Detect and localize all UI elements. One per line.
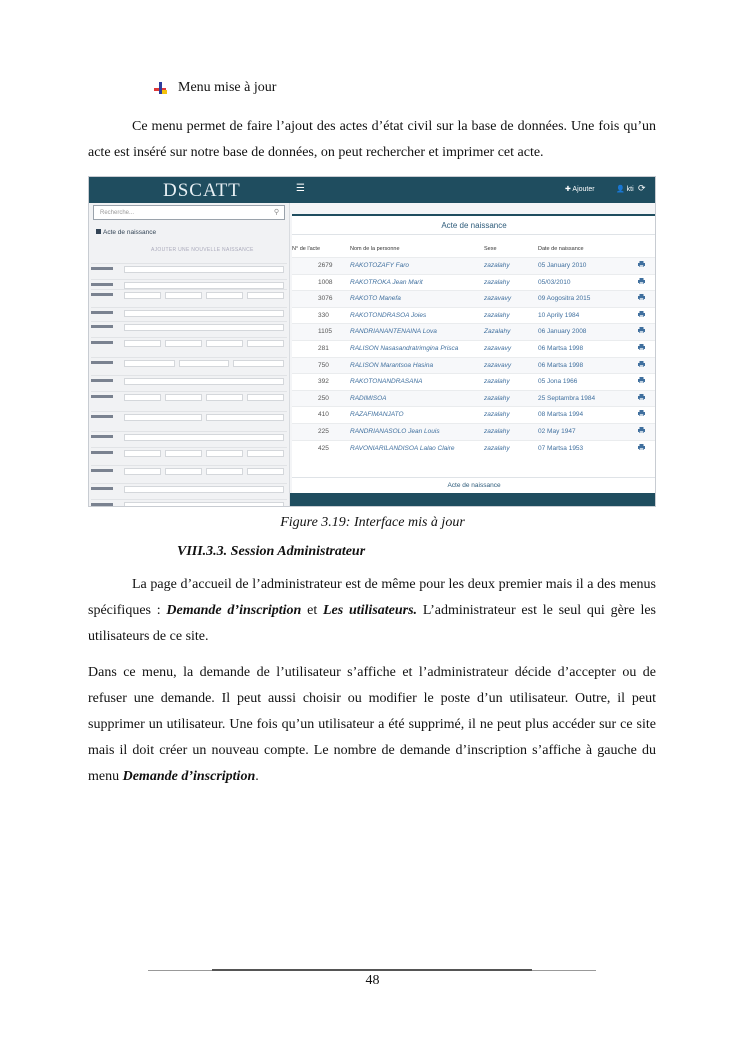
para2-middle: et [301, 603, 323, 618]
form-input[interactable] [124, 450, 161, 457]
form-row-label-mark [91, 451, 113, 454]
table-row[interactable] [292, 323, 656, 340]
form-row-label-mark [91, 341, 113, 344]
para3-text: Dans ce menu, la demande de l’utilisateur s’affiche et l’administrateur décide d’accepter ou de refuser une demande. Il peut aussi choisir ou modifier le poste d’un utilisateur. Outre, il peut supprimer un utilisateur. Une fois qu’un utilisateur a été supprimé, il ne peut plus accéder sur ce site mais il doit créer un nouveau compte. Le nombre de demande d’inscription s’affiche à gauche du menu [88, 665, 656, 784]
print-icon[interactable] [638, 444, 645, 450]
form-row-label-mark [91, 395, 113, 398]
cell-date: 05 January 2010 [538, 262, 587, 269]
table-row[interactable] [292, 340, 656, 357]
cell-nom[interactable]: RAZAFIMANJATO [350, 411, 404, 419]
cell-num: 392 [318, 378, 329, 386]
form-input[interactable] [247, 450, 284, 457]
search-placeholder: Recherche... [100, 210, 135, 216]
cell-sexe: zazalahy [484, 278, 510, 286]
footer-rule-accent [212, 969, 532, 971]
form-row-label-mark [91, 361, 113, 364]
form-row [91, 447, 287, 458]
form-row-label-mark [91, 325, 113, 328]
print-icon[interactable] [638, 361, 645, 367]
cell-num: 410 [318, 411, 329, 419]
cell-sexe: zazalahy [484, 262, 510, 269]
form-input[interactable] [247, 468, 284, 475]
table-row[interactable] [292, 257, 656, 274]
table-panel [292, 214, 656, 493]
menu-icon[interactable]: ☰ [296, 183, 305, 194]
term-les-utilisateurs: Les utilisateurs. [322, 603, 418, 618]
figure-caption: Figure 3.19: Interface mis à jour [280, 515, 465, 530]
cell-nom[interactable]: RAKOTROKA Jean Marit [350, 278, 423, 286]
left-panel [89, 203, 290, 507]
table-row[interactable] [292, 406, 656, 423]
naissance-form [89, 243, 289, 503]
print-icon[interactable] [638, 394, 645, 400]
form-row [91, 465, 287, 476]
print-icon[interactable] [638, 311, 645, 317]
cell-nom[interactable]: RADIMISOA [350, 394, 387, 402]
form-row [91, 483, 287, 494]
form-input[interactable] [247, 394, 284, 401]
form-input[interactable] [206, 340, 243, 347]
cell-nom[interactable]: RAKOTOZAFY Faro [350, 262, 409, 269]
cell-date: 02 May 1947 [538, 428, 576, 435]
cell-date: 05 Jona 1966 [538, 378, 578, 386]
term-demande-inscription-2: Demande d’inscription [122, 769, 256, 784]
table-row[interactable] [292, 373, 656, 390]
print-icon[interactable] [638, 427, 645, 433]
section-heading: VIII.3.3. Session Administrateur [177, 544, 366, 559]
form-input[interactable] [165, 394, 202, 401]
header-nom: Nom de la personne [350, 246, 400, 252]
form-heading: AJOUTER UNE NOUVELLE NAISSANCE [151, 247, 254, 253]
cell-num: 1105 [318, 328, 332, 336]
form-input[interactable] [206, 394, 243, 401]
form-input[interactable] [179, 360, 230, 367]
form-input[interactable] [124, 360, 175, 367]
cell-sexe: zazavavy [484, 345, 512, 352]
form-input[interactable] [124, 310, 284, 317]
print-icon[interactable] [638, 327, 645, 333]
bullet-menu-mise-a-jour [154, 80, 276, 96]
form-row-label-mark [91, 503, 113, 506]
cell-date: 09 Aogositra 2015 [538, 295, 591, 303]
form-input[interactable] [124, 282, 284, 289]
header-date: Date de naissance [538, 246, 584, 252]
cell-nom[interactable]: RALISON Nasasandratrimgina Prisca [350, 345, 459, 352]
form-row-label-mark [91, 293, 113, 296]
cell-nom[interactable]: RAKOTO Manefa [350, 295, 401, 303]
cell-nom[interactable]: RANDRIANASOLO Jean Louis [350, 428, 440, 435]
form-input[interactable] [206, 414, 284, 421]
cell-sexe: zazalahy [484, 378, 510, 386]
cell-num: 1008 [318, 278, 333, 286]
user-menu[interactable]: 👤 kti [616, 186, 634, 193]
form-row [91, 431, 287, 442]
cell-sexe: zazalahy [484, 444, 510, 452]
cell-date: 05/03/2010 [538, 278, 571, 286]
cell-num: 225 [318, 428, 329, 435]
form-input[interactable] [124, 502, 284, 507]
header-num: N° de l'acte [292, 246, 321, 252]
form-input[interactable] [124, 266, 284, 273]
form-row [91, 391, 287, 402]
print-icon[interactable] [638, 344, 645, 350]
form-input[interactable] [124, 434, 284, 441]
cell-sexe: zazalahy [484, 311, 510, 319]
form-input[interactable] [124, 324, 284, 331]
table-title: Acte de naissance [441, 221, 507, 230]
table-footer: Acte de naissance [292, 477, 656, 495]
form-row [91, 263, 287, 274]
cell-date: 06 January 2008 [538, 328, 587, 336]
cell-num: 281 [318, 345, 329, 352]
form-row-label-mark [91, 469, 113, 472]
form-input[interactable] [206, 292, 243, 299]
form-row [91, 411, 287, 422]
cell-nom[interactable]: RALISON Marantsoa Hasina [350, 361, 434, 369]
cell-sexe: Zazalahy [484, 328, 511, 336]
bottom-bar [290, 493, 656, 507]
table-row[interactable] [292, 307, 656, 324]
print-icon[interactable] [638, 410, 645, 416]
form-input[interactable] [206, 450, 243, 457]
cell-nom[interactable]: RAVONIARILANDISOA Lalao Claire [350, 444, 455, 452]
para2-text: La page d’accueil de l’administrateur est de même pour les deux premier mais il a des menus spécifiques : [88, 577, 656, 618]
form-row-label-mark [91, 487, 113, 490]
cell-date: 08 Martsa 1994 [538, 411, 584, 419]
form-input[interactable] [247, 292, 284, 299]
print-icon[interactable] [638, 294, 645, 300]
paragraph-demande [88, 660, 656, 790]
table-row[interactable] [292, 290, 656, 307]
form-row [91, 321, 287, 332]
cell-nom[interactable]: RAKOTONDRASOA Joies [350, 311, 427, 319]
cell-num: 2679 [318, 262, 333, 269]
form-row-label-mark [91, 311, 113, 314]
form-row-label-mark [91, 435, 113, 438]
section-title[interactable] [96, 229, 156, 236]
form-input[interactable] [124, 394, 161, 401]
cell-date: 25 Septambra 1984 [538, 394, 596, 402]
form-row [91, 375, 287, 386]
cell-num: 750 [318, 361, 329, 369]
form-input[interactable] [206, 468, 243, 475]
cell-num: 3076 [318, 295, 333, 303]
form-row-label-mark [91, 267, 113, 270]
search-icon[interactable]: ⚲ [273, 209, 279, 216]
paragraph-admin [88, 572, 656, 650]
interface-screenshot [88, 176, 656, 507]
para3-after: . [255, 769, 259, 784]
cell-date: 06 Martsa 1998 [538, 345, 584, 352]
form-row-label-mark [91, 415, 113, 418]
form-row [91, 499, 287, 507]
form-row [91, 289, 287, 300]
cell-nom[interactable]: RANDRIANANTENAINA Lova [350, 328, 437, 336]
form-row [91, 357, 287, 368]
form-row [91, 307, 287, 318]
cell-sexe: zazavavy [484, 361, 512, 369]
refresh-icon[interactable]: ⟳ [638, 183, 646, 193]
form-row-label-mark [91, 283, 113, 286]
app-logo: DSCATT [163, 180, 241, 201]
form-input[interactable] [233, 360, 284, 367]
para2-after: L’administrateur est le seul qui gère les utilisateurs de ce site. [88, 603, 657, 644]
header-sexe: Sexe [484, 246, 497, 252]
table-row[interactable] [292, 274, 656, 291]
cell-date: 10 Aprily 1984 [538, 311, 580, 319]
cell-date: 07 Martsa 1953 [538, 444, 584, 452]
app-header [89, 177, 656, 203]
form-input[interactable] [124, 486, 284, 493]
bullet-text: Menu mise à jour [178, 80, 277, 95]
print-icon[interactable] [638, 278, 645, 284]
form-input[interactable] [124, 292, 161, 299]
form-input[interactable] [124, 468, 161, 475]
cell-date: 06 Martsa 1998 [538, 361, 584, 369]
cell-nom[interactable]: RAKOTONANDRASANA [350, 378, 423, 386]
section-title-label: Acte de naissance [103, 229, 157, 236]
form-input[interactable] [247, 340, 284, 347]
cell-num: 425 [318, 444, 329, 452]
table-row[interactable] [292, 440, 656, 457]
form-input[interactable] [124, 378, 284, 385]
form-row [91, 337, 287, 348]
form-input[interactable] [165, 450, 202, 457]
cell-num: 330 [318, 311, 329, 319]
cell-sexe: zazavavy [484, 295, 512, 303]
form-input[interactable] [165, 468, 202, 475]
table-row[interactable] [292, 423, 656, 440]
cell-sexe: zazalahy [484, 428, 510, 435]
cell-num: 250 [318, 394, 329, 402]
print-icon[interactable] [638, 261, 645, 267]
bullet-icon [154, 81, 168, 95]
form-row-label-mark [91, 379, 113, 382]
table-row[interactable] [292, 357, 656, 374]
cell-sexe: zazalahy [484, 394, 510, 402]
table-row[interactable] [292, 390, 656, 407]
form-input[interactable] [124, 340, 161, 347]
print-icon[interactable] [638, 377, 645, 383]
form-input[interactable] [124, 414, 202, 421]
cell-sexe: zazalahy [484, 411, 510, 419]
term-demande-inscription: Demande d’inscription [166, 603, 302, 618]
ajouter-button[interactable]: ✚ Ajouter [565, 186, 595, 193]
form-input[interactable] [165, 292, 202, 299]
search-input[interactable] [93, 205, 285, 220]
form-input[interactable] [165, 340, 202, 347]
page-number: 48 [365, 973, 380, 988]
paragraph-intro: Ce menu permet de faire l’ajout des actes d’état civil sur la base de données. Une fois qu’un acte est inséré sur notre base de données, on peut rechercher et imprimer cet acte. [88, 119, 656, 160]
